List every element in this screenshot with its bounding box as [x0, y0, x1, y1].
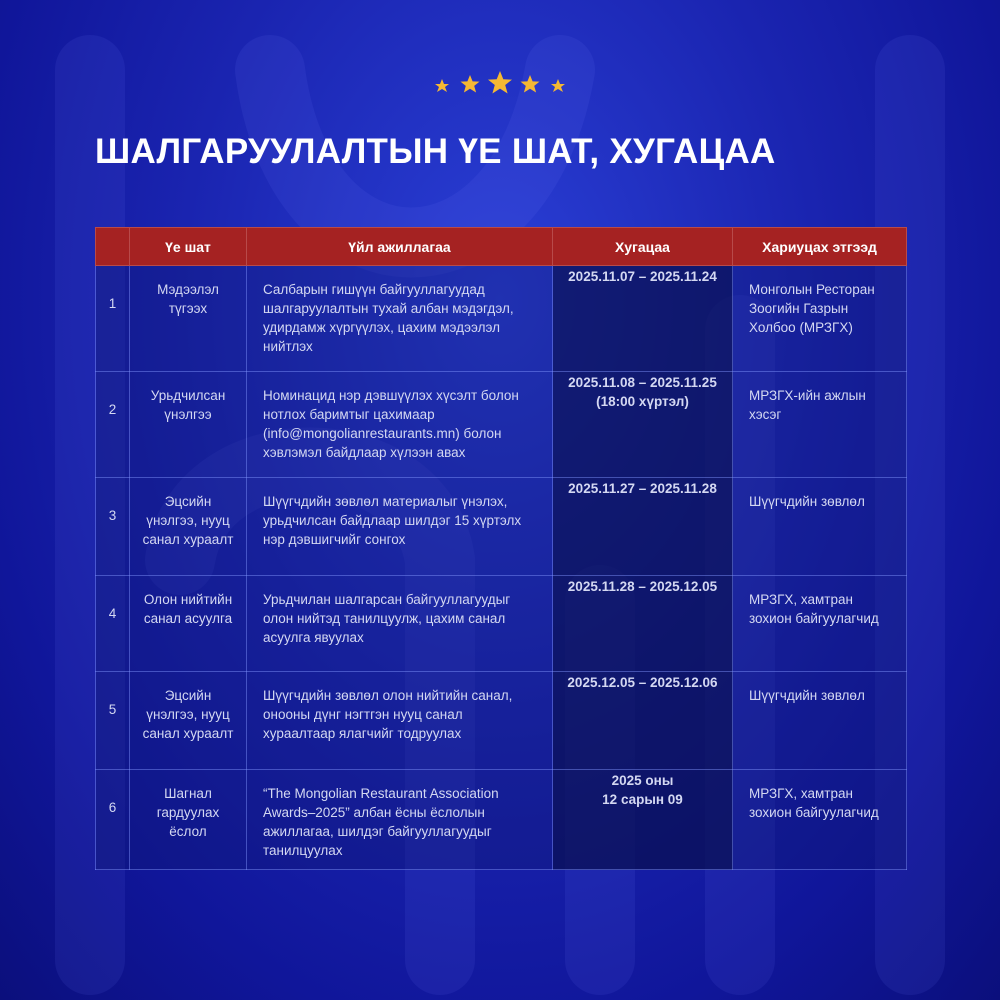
row-number: 1	[96, 266, 130, 372]
table-header-row	[96, 228, 907, 266]
star-icon	[461, 75, 480, 93]
row-number: 5	[96, 672, 130, 770]
row-responsible: МРЗГХ-ийн ажлын хэсэг	[733, 372, 907, 478]
row-stage: Олон нийтийн санал асуулга	[130, 576, 247, 672]
star-icon	[488, 71, 512, 94]
deadline-line: 2025.11.07 – 2025.11.24	[568, 269, 717, 284]
star-icon	[521, 75, 540, 93]
stages-table	[95, 227, 907, 870]
row-responsible: МРЗГХ, хамтран зохион байгуулагчид	[733, 576, 907, 672]
row-activity: Шүүгчдийн зөвлөл олон нийтийн санал, онооны дүнг нэгтгэн нууц санал хураалтаар ялагчийг тодруулах	[247, 672, 553, 770]
row-deadline	[553, 266, 733, 372]
row-deadline	[553, 672, 733, 770]
deadline-line: 2025.11.28 – 2025.12.05	[567, 579, 718, 594]
row-activity: “The Mongolian Restaurant Association Awards–2025” албан ёсны ёслолын ажиллагаа, шилдэг байгууллагуудыг танилцуулах	[247, 770, 553, 870]
star-icon	[551, 79, 565, 92]
deadline-line: 2025.11.08 – 2025.11.25	[568, 375, 717, 390]
row-activity: Шүүгчдийн зөвлөл материалыг үнэлэх, урьдчилсан байдлаар шилдэг 15 хүртэлх нэр дэвшигчийг сонгох	[247, 478, 553, 576]
header-stage: Үе шат	[130, 228, 247, 266]
row-responsible: Шүүгчдийн зөвлөл	[733, 478, 907, 576]
table-row	[96, 672, 907, 770]
header-activity: Үйл ажиллагаа	[247, 228, 553, 266]
deadline-line: 2025 оны	[611, 773, 674, 788]
row-activity: Салбарын гишүүн байгууллагуудад шалгаруулалтын тухай албан мэдэгдэл, удирдамж хүргүүлэх, цахим мэдээлэл нийтлэх	[247, 266, 553, 372]
row-deadline	[553, 770, 733, 870]
row-deadline	[553, 372, 733, 478]
deadline-line: 2025.11.27 – 2025.11.28	[568, 481, 717, 496]
row-number: 4	[96, 576, 130, 672]
row-number: 6	[96, 770, 130, 870]
header-responsible: Хариуцах этгээд	[733, 228, 907, 266]
row-stage: Мэдээлэл түгээх	[130, 266, 247, 372]
page-title: ШАЛГАРУУЛАЛТЫН ҮЕ ШАТ, ХУГАЦАА	[95, 132, 776, 171]
header-deadline: Хугацаа	[553, 228, 733, 266]
table-row	[96, 478, 907, 576]
row-responsible: Шүүгчдийн зөвлөл	[733, 672, 907, 770]
star-icon	[435, 79, 449, 92]
deadline-line: (18:00 хүртэл)	[596, 394, 689, 409]
row-number: 3	[96, 478, 130, 576]
table-row	[96, 770, 907, 870]
row-stage: Урьдчилсан үнэлгээ	[130, 372, 247, 478]
row-deadline	[553, 576, 733, 672]
row-activity: Урьдчилан шалгарсан байгууллагуудыг олон нийтэд танилцуулж, цахим санал асуулга явуулах	[247, 576, 553, 672]
table-row	[96, 372, 907, 478]
row-stage: Шагнал гардуулах ёслол	[130, 770, 247, 870]
row-responsible: Монголын Ресторан Зоогийн Газрын Холбоо (МРЗГХ)	[733, 266, 907, 372]
table-row	[96, 266, 907, 372]
row-activity: Номинацид нэр дэвшүүлэх хүсэлт болон нотлох баримтыг цахимаар (info@mongolianrestaurants.mn) болон хэвлэмэл байдлаар хүлээн авах	[247, 372, 553, 478]
row-stage: Эцсийн үнэлгээ, нууц санал хураалт	[130, 672, 247, 770]
row-deadline	[553, 478, 733, 576]
row-responsible: МРЗГХ, хамтран зохион байгуулагчид	[733, 770, 907, 870]
deadline-line: 12 сарын 09	[602, 792, 683, 807]
row-stage: Эцсийн үнэлгээ, нууц санал хураалт	[130, 478, 247, 576]
header-number	[96, 228, 130, 266]
row-number: 2	[96, 372, 130, 478]
deadline-line: 2025.12.05 – 2025.12.06	[567, 675, 718, 690]
table-row	[96, 576, 907, 672]
rating-stars	[0, 70, 1000, 100]
